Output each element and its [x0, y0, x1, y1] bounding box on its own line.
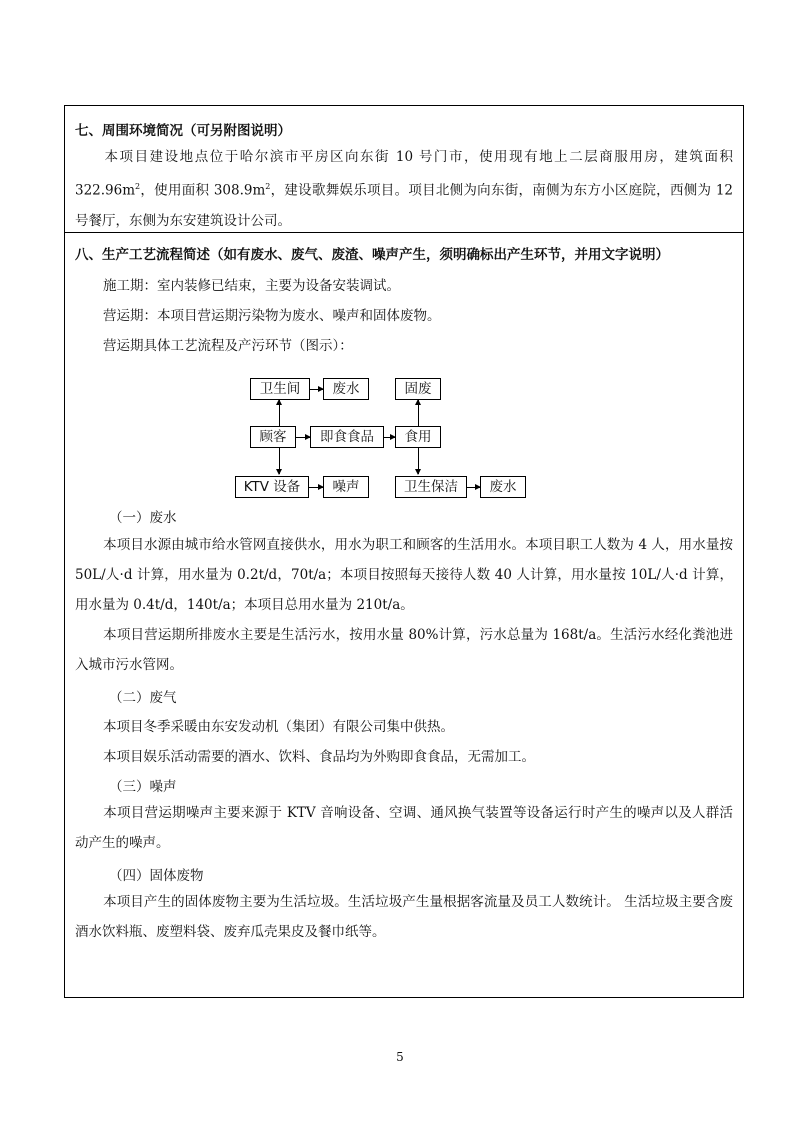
arrow-eating-to-cleaning: [418, 448, 419, 474]
page-number: 5: [396, 1050, 404, 1064]
wastewater-paragraph-2: 本项目营运期所排废水主要是生活污水，按用水量 80%计算，污水总量为 168t/a。生活污水经化粪池进入城市污水管网。: [75, 627, 733, 673]
noise-paragraph: 本项目营运期噪声主要来源于 KTV 音响设备、空调、通风换气装置等设备运行时产生的噪声以及人群活动产生的噪声。: [75, 805, 733, 851]
exhaust-paragraph-2: 本项目娱乐活动需要的酒水、饮料、食品均为外购即食食品，无需加工。: [103, 749, 535, 765]
exhaust-title: （二）废气: [109, 690, 177, 706]
section-divider: [65, 232, 743, 233]
box-eating: 食用: [395, 426, 441, 448]
arrow-customer-to-toilet: [279, 400, 280, 426]
noise-title: （三）噪声: [109, 779, 177, 795]
box-ready-food: 即食食品: [310, 426, 384, 448]
box-ktv-equipment: KTV 设备: [235, 476, 309, 498]
arrow-customer-to-food: [296, 437, 310, 438]
arrow-food-to-eating: [384, 437, 395, 438]
arrow-cleaning-to-wastewater: [467, 487, 480, 488]
box-cleaning: 卫生保洁: [395, 476, 467, 498]
box-solid-waste: 固废: [395, 378, 441, 400]
solid-waste-title: （四）固体废物: [109, 868, 204, 884]
operation-text: 营运期：本项目营运期污染物为废水、噪声和固体废物。: [103, 308, 441, 324]
box-wastewater-top: 废水: [323, 378, 369, 400]
arrow-customer-to-ktv: [279, 448, 280, 474]
document-frame: [64, 105, 744, 998]
wastewater-title: （一）废水: [109, 510, 177, 526]
arrow-toilet-to-wastewater: [310, 389, 323, 390]
box-customer: 顾客: [250, 426, 296, 448]
exhaust-paragraph-1: 本项目冬季采暖由东安发动机（集团）有限公司集中供热。: [103, 719, 454, 735]
wastewater-paragraph-1: 本项目水源由城市给水管网直接供水，用水为职工和顾客的生活用水。本项目职工人数为 4 人，用水量按 50L/人·d 计算，用水量为 0.2t/d，70t/a；本项目按照每天接待人数 40 人计算，用水量按 10L/人·d 计算，用水量为 0.4t/d，140t/a；本项目总用水量为 210t/a。: [75, 537, 733, 613]
section7-heading: 七、周围环境简况（可另附图说明）: [75, 123, 291, 139]
box-toilet: 卫生间: [250, 378, 310, 400]
flow-intro-text: 营运期具体工艺流程及产污环节（图示）：: [103, 338, 353, 354]
solid-waste-paragraph: 本项目产生的固体废物主要为生活垃圾。生活垃圾产生量根据客流量及员工人数统计。 生活垃圾主要含废酒水饮料瓶、废塑料袋、废弃瓜壳果皮及餐巾纸等。: [75, 894, 733, 940]
construction-text: 施工期：室内装修已结束，主要为设备安装调试。: [103, 278, 400, 294]
box-wastewater-bottom: 废水: [480, 476, 526, 498]
section8-heading: 八、生产工艺流程简述（如有废水、废气、废渣、噪声产生，须明确标出产生环节，并用文字说明）: [75, 247, 669, 263]
section7-paragraph: 本项目建设地点位于哈尔滨市平房区向东街 10 号门市，使用现有地上二层商服用房，建筑面积 $322.96m^2$，使用面积 $308.9m^2$，建设歌舞娱乐项目。项目北侧为向东街，南侧为东方小区庭院，西侧为 12 号餐厅，东侧为东安建筑设计公司。: [75, 149, 734, 229]
arrow-eating-to-solid-waste: [418, 400, 419, 426]
box-noise: 噪声: [323, 476, 369, 498]
arrow-ktv-to-noise: [309, 487, 323, 488]
